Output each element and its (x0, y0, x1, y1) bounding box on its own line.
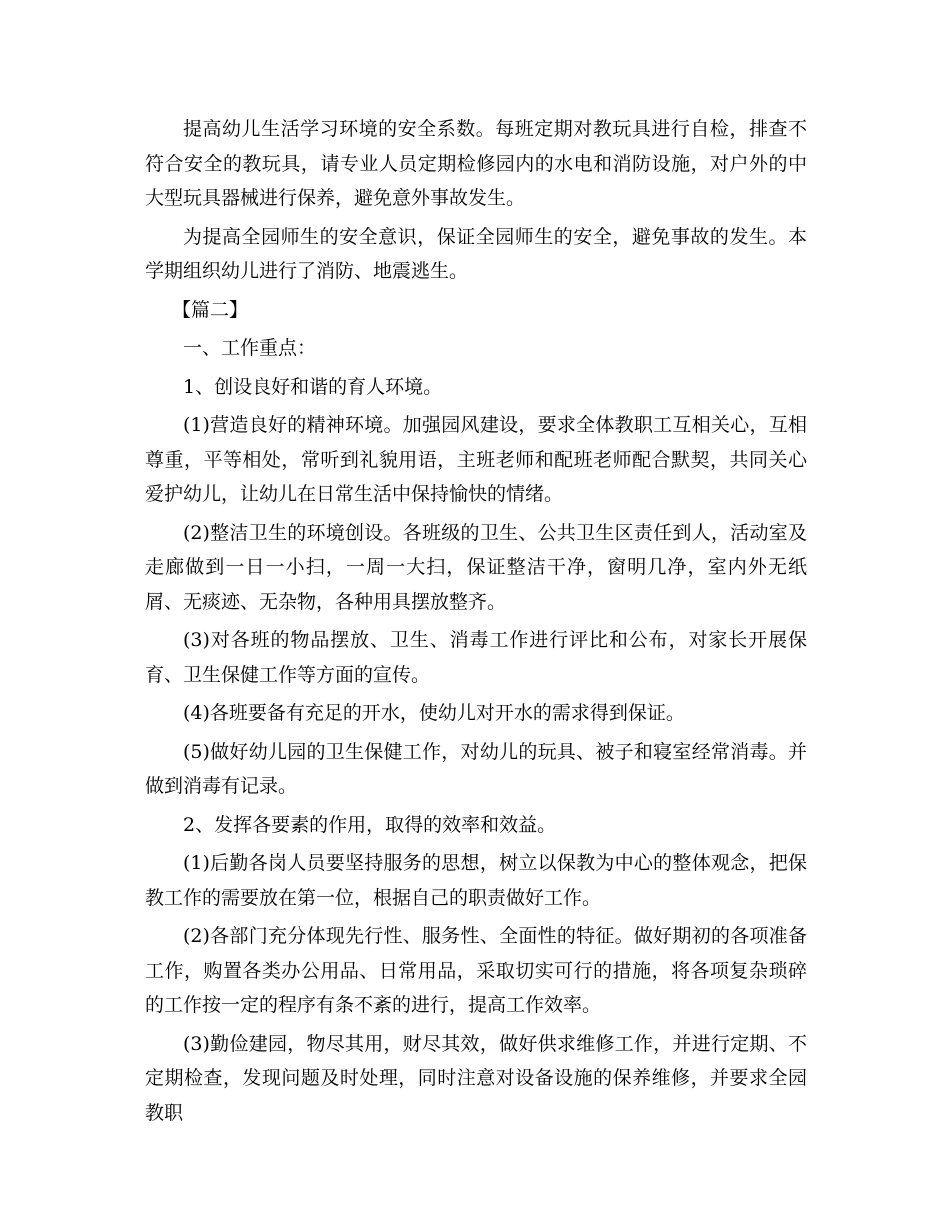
paragraph-item-2-3: (3)勤俭建园，物尽其用，财尽其效，做好供求维修工作，并进行定期、不定期检查，发现问题及时处理，同时注意对设备设施的保养维修，并要求全园教职 (145, 1032, 807, 1124)
heading-work-focus: 一、工作重点： (183, 337, 317, 359)
paragraph-item-2-1: (1)后勤各岗人员要坚持服务的思想，树立以保教为中心的整体观念，把保教工作的需要放在第一位，根据自己的职责做好工作。 (145, 852, 807, 909)
paragraph-safety-awareness: 为提高全园师生的安全意识，保证全园师生的安全，避免事故的发生。本学期组织幼儿进行了消防、地震逃生。 (145, 225, 807, 282)
subheading-environment: 1、创设良好和谐的育人环境。 (183, 375, 443, 398)
paragraph-safety-coefficient: 提高幼儿生活学习环境的安全系数。每班定期对教玩具进行自检，排查不符合安全的教玩具，请专业人员定期检修园内的水电和消防设施，对户外的中大型玩具器械进行保养，避免意外事故发生。 (145, 118, 807, 209)
section-heading-part-two: 【篇二】 (172, 298, 249, 321)
paragraph-item-1-2: (2)整洁卫生的环境创设。各班级的卫生、公共卫生区责任到人，活动室及走廊做到一日一小扫，一周一大扫，保证整洁干净，窗明几净，室内外无纸屑、无痰迹、无杂物，各种用具摆放整齐。 (145, 521, 807, 613)
paragraph-item-1-4: (4)各班要备有充足的开水，使幼儿对开水的需求得到保证。 (183, 702, 685, 724)
paragraph-item-2-2: (2)各部门充分体现先行性、服务性、全面性的特征。做好期初的各项准备工作，购置各类办公用品、日常用品，采取切实可行的措施，将各项复杂琐碎的工作按一定的程序有条不紊的进行，提高工作效率。 (145, 925, 807, 1016)
subheading-efficiency: 2、发挥各要素的作用，取得的效率和效益。 (183, 813, 557, 836)
paragraph-item-1-5: (5)做好幼儿园的卫生保健工作，对幼儿的玩具、被子和寝室经常消毒。并做到消毒有记录。 (145, 740, 807, 797)
paragraph-item-1-1: (1)营造良好的精神环境。加强园风建设，要求全体教职工互相关心，互相尊重，平等相处，常听到礼貌用语，主班老师和配班老师配合默契，共同关心爱护幼儿，让幼儿在日常生活中保持愉快的情绪。 (145, 414, 807, 505)
paragraph-item-1-3: (3)对各班的物品摆放、卫生、消毒工作进行评比和公布，对家长开展保育、卫生保健工作等方面的宣传。 (145, 629, 807, 686)
document-body (145, 112, 807, 1134)
